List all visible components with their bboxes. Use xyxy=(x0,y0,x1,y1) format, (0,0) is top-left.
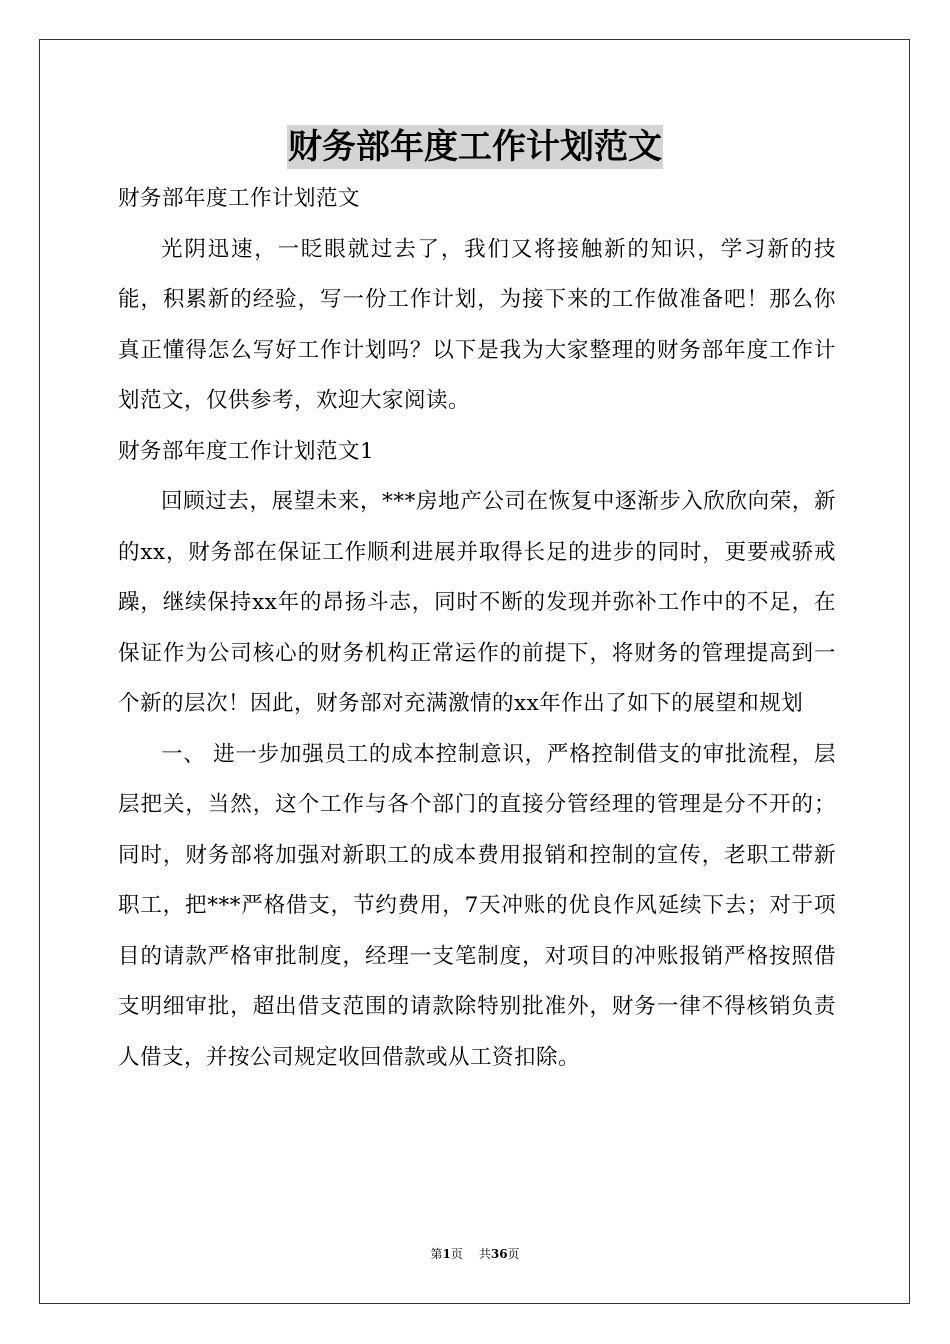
page-footer xyxy=(0,1246,950,1262)
subtitle-paragraph: 财务部年度工作计划范文 xyxy=(118,186,361,211)
page-suffix: 页 xyxy=(450,1247,463,1261)
document-title: 财务部年度工作计划范文 xyxy=(288,127,662,167)
body-paragraph: 一、 进一步加强员工的成本控制意识，严格控制借支的审批流程，层层把关，当然，这个工作与各个部门的直接分管经理的管理是分不开的；同时，财务部将加强对新职工的成本费用报销和控制的宣传，老职工带新职工，把***严格借支，节约费用，7天冲账的优良作风延续下去；对于项目的请款严格审批制度，经理一支笔制度，对项目的冲账报销严格按照借支明细审批，超出借支范围的请款除特别批准外，财务一律不得核销负责人借支，并按公司规定收回借款或从工资扣除。 xyxy=(118,741,836,1070)
title-container xyxy=(0,125,950,169)
total-prefix: 共 xyxy=(478,1247,491,1261)
document-body xyxy=(118,174,836,1083)
page-prefix: 第 xyxy=(430,1247,443,1261)
section-heading: 财务部年度工作计划范文1 xyxy=(118,438,375,464)
current-page-number: 1 xyxy=(442,1247,451,1261)
intro-paragraph: 光阴迅速，一眨眼就过去了，我们又将接触新的知识，学习新的技能，积累新的经验，写一份工作计划，为接下来的工作做准备吧！那么你真正懂得怎么写好工作计划吗？以下是我为大家整理的财务部年度工作计划范文，仅供参考，欢迎大家阅读。 xyxy=(118,236,836,413)
total-page-count: 36 xyxy=(490,1247,508,1261)
total-suffix: 页 xyxy=(507,1247,520,1261)
body-paragraph: 回顾过去，展望未来，***房地产公司在恢复中逐渐步入欣欣向荣，新的xx，财务部在保证工作顺利进展并取得长足的进步的同时，更要戒骄戒躁，继续保持xx年的昂扬斗志，同时不断的发现并弥补工作中的不足，在保证作为公司核心的财务机构正常运作的前提下，将财务的管理提高到一个新的层次！因此，财务部对充满激情的xx年作出了如下的展望和规划 xyxy=(118,489,836,716)
